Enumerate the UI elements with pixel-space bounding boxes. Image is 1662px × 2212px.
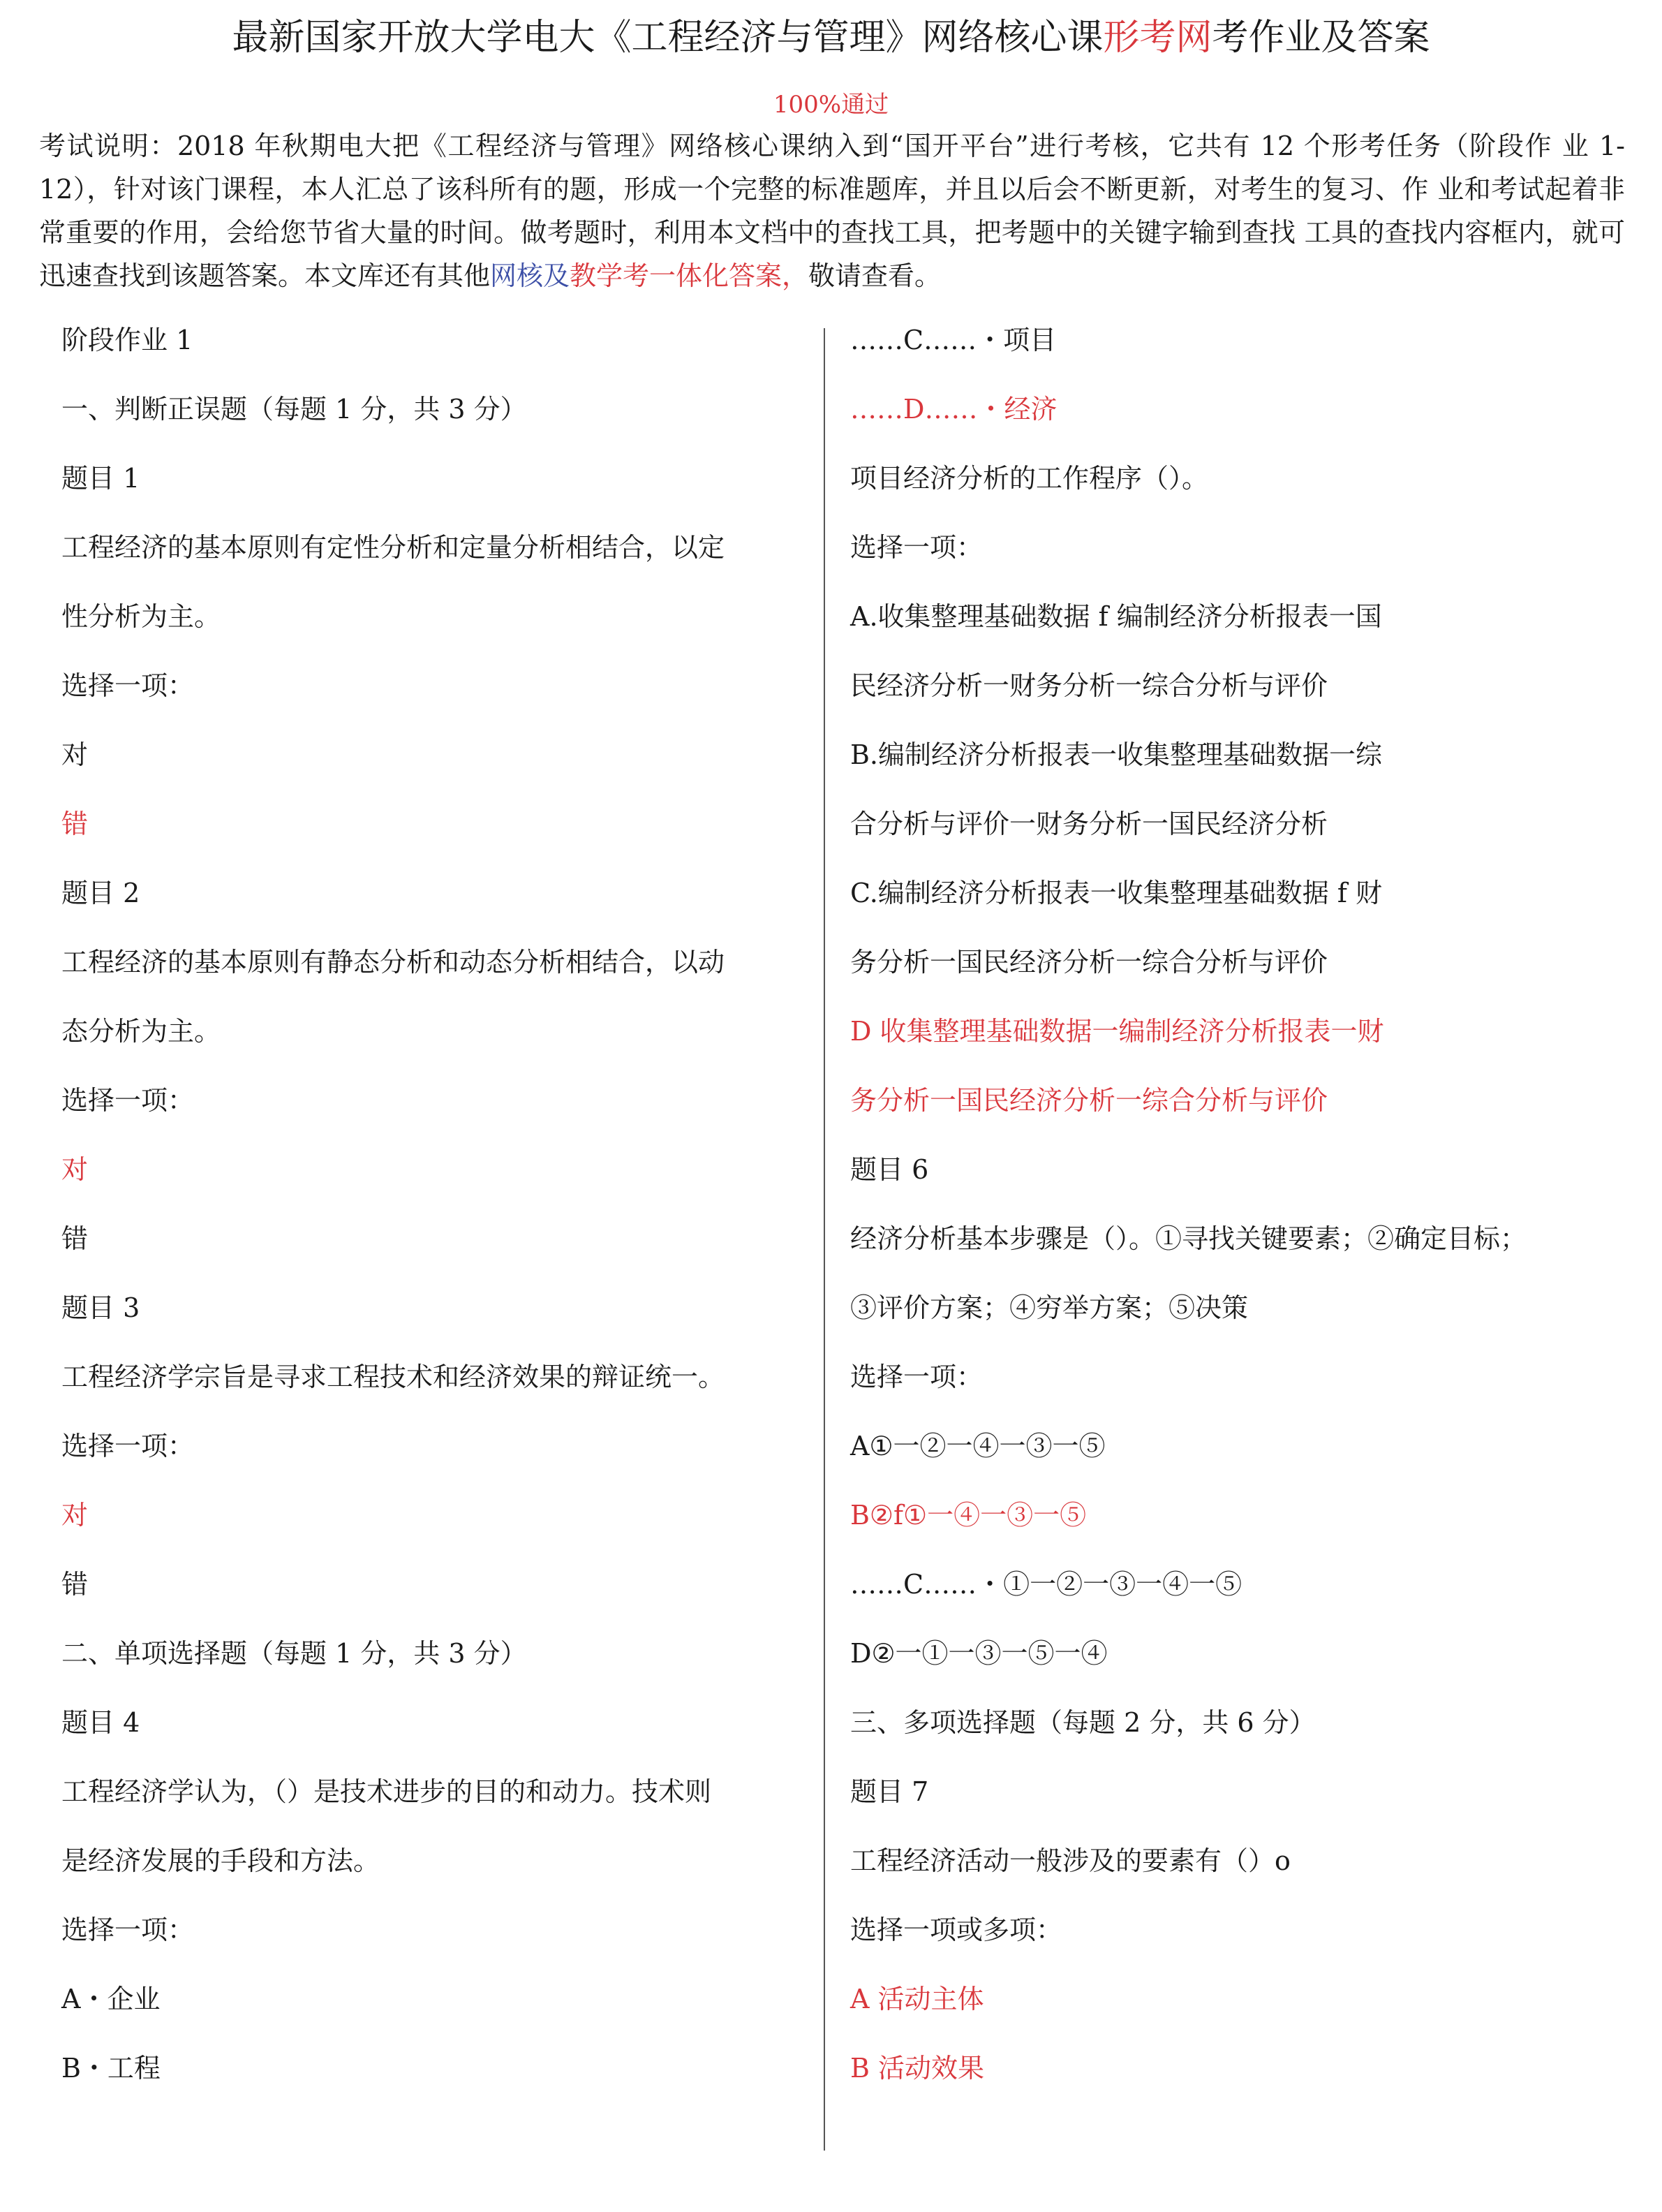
- text-line: 选择一项：: [850, 1362, 984, 1392]
- text-line: ③评价方案；④穷举方案；⑤决策: [850, 1292, 1249, 1323]
- text-line: 民经济分析一财务分析一综合分析与评价: [850, 670, 1328, 701]
- text-line: 合分析与评价一财务分析一国民经济分析: [850, 809, 1328, 839]
- title-part2: 考作业及答案: [1212, 17, 1430, 59]
- text-line: 工程经济的基本原则有静态分析和动态分析相结合，以动: [61, 947, 725, 978]
- text-line: 题目 3: [61, 1292, 140, 1323]
- text-line: 一、判断正误题（每题 1 分，共 3 分）: [61, 394, 527, 425]
- text-line: ……C……・项目: [850, 325, 1057, 355]
- text-line: C.编制经济分析报表一收集整理基础数据 f 财: [850, 878, 1383, 908]
- text-line: 题目 7: [850, 1776, 929, 1807]
- text-line: A.收集整理基础数据 f 编制经济分析报表一国: [850, 601, 1382, 632]
- text-line: A①一②一④一③一⑤: [850, 1431, 1106, 1461]
- text-line: 选择一项或多项：: [850, 1915, 1063, 1945]
- text-line: A・企业: [61, 1984, 161, 2014]
- text-line: 性分析为主。: [61, 601, 221, 632]
- text-line: 题目 1: [61, 463, 140, 494]
- answer-line: 对: [61, 1154, 89, 1185]
- text-line: 二、单项选择题（每题 1 分，共 3 分）: [61, 1638, 527, 1669]
- text-line: 项目经济分析的工作程序（）。: [850, 463, 1209, 494]
- text-line: 选择一项：: [61, 1085, 195, 1116]
- text-line: ……C……・①一②一③一④一⑤: [850, 1569, 1242, 1600]
- text-line: B・工程: [61, 2053, 161, 2084]
- text-line: 态分析为主。: [61, 1016, 221, 1047]
- instructions-link-integrated[interactable]: 教学考一体化答案，: [570, 260, 809, 291]
- title-highlight: 形考网: [1103, 17, 1212, 59]
- title-part1: 最新国家开放大学电大《工程经济与管理》网络核心课: [232, 17, 1104, 59]
- text-line: 选择一项：: [61, 670, 195, 701]
- answer-line: 错: [61, 809, 89, 839]
- text-line: 错: [61, 1569, 89, 1600]
- left-column: [61, 316, 801, 2113]
- answer-line: 对: [61, 1500, 89, 1531]
- text-line: 三、多项选择题（每题 2 分，共 6 分）: [850, 1707, 1316, 1738]
- instructions-end: 敬请查看。: [808, 260, 942, 291]
- text-line: 选择一项：: [61, 1915, 195, 1945]
- answer-line: B②f①一④一③一⑤: [850, 1500, 1087, 1531]
- text-line: 阶段作业 1: [61, 325, 193, 355]
- right-column: [850, 316, 1618, 2113]
- text-line: B.编制经济分析报表一收集整理基础数据一综: [850, 739, 1383, 770]
- answer-line: 务分析一国民经济分析一综合分析与评价: [850, 1085, 1328, 1116]
- answer-line: ……D……・经济: [850, 394, 1058, 425]
- text-line: 工程经济学认为，（）是技术进步的目的和动力。技术则: [61, 1776, 712, 1807]
- text-line: 错: [61, 1223, 89, 1254]
- text-line: 工程经济活动一般涉及的要素有（）o: [850, 1845, 1291, 1876]
- text-line: 选择一项：: [61, 1431, 195, 1461]
- text-line: 题目 2: [61, 878, 140, 908]
- answer-line: A 活动主体: [850, 1984, 984, 2014]
- instructions-link-network[interactable]: 网核及: [490, 260, 570, 291]
- instructions-text: 考试说明：2018 年秋期电大把《工程经济与管理》网络核心课纳入到“国开平台”进行考核，它共有 12 个形考任务（阶段作 业 1-12），针对该门课程，本人汇总了该科所有的题，形成一个完整的标准题库，并且以后会不断更新，对考生的复习、作 业和考试起着非常重要的作用，会给您节省大量的时间。做考题时，利用本文档中的查找工具，把考题中的关键字输到查找 工具的查找内容框内，就可迅速查找到该题答案。本文库还有其他: [39, 131, 1625, 291]
- text-line: 工程经济学宗旨是寻求工程技术和经济效果的辩证统一。: [61, 1362, 725, 1392]
- text-line: 题目 6: [850, 1154, 929, 1185]
- text-line: 工程经济的基本原则有定性分析和定量分析相结合，以定: [61, 532, 725, 563]
- text-line: 题目 4: [61, 1707, 140, 1738]
- answer-line: D 收集整理基础数据一编制经济分析报表一财: [850, 1016, 1384, 1047]
- text-line: 选择一项：: [850, 532, 984, 563]
- document-title: [0, 13, 1662, 63]
- text-line: 对: [61, 739, 89, 770]
- text-line: 经济分析基本步骤是（）。①寻找关键要素；②确定目标；: [850, 1223, 1527, 1254]
- text-line: 是经济发展的手段和方法。: [61, 1845, 380, 1876]
- column-divider: [824, 328, 825, 2151]
- exam-instructions: [39, 124, 1625, 297]
- pass-rate-subtitle: 100%通过: [773, 91, 889, 119]
- text-line: 务分析一国民经济分析一综合分析与评价: [850, 947, 1328, 978]
- text-line: D②一①一③一⑤一④: [850, 1638, 1108, 1669]
- answer-line: B 活动效果: [850, 2053, 985, 2084]
